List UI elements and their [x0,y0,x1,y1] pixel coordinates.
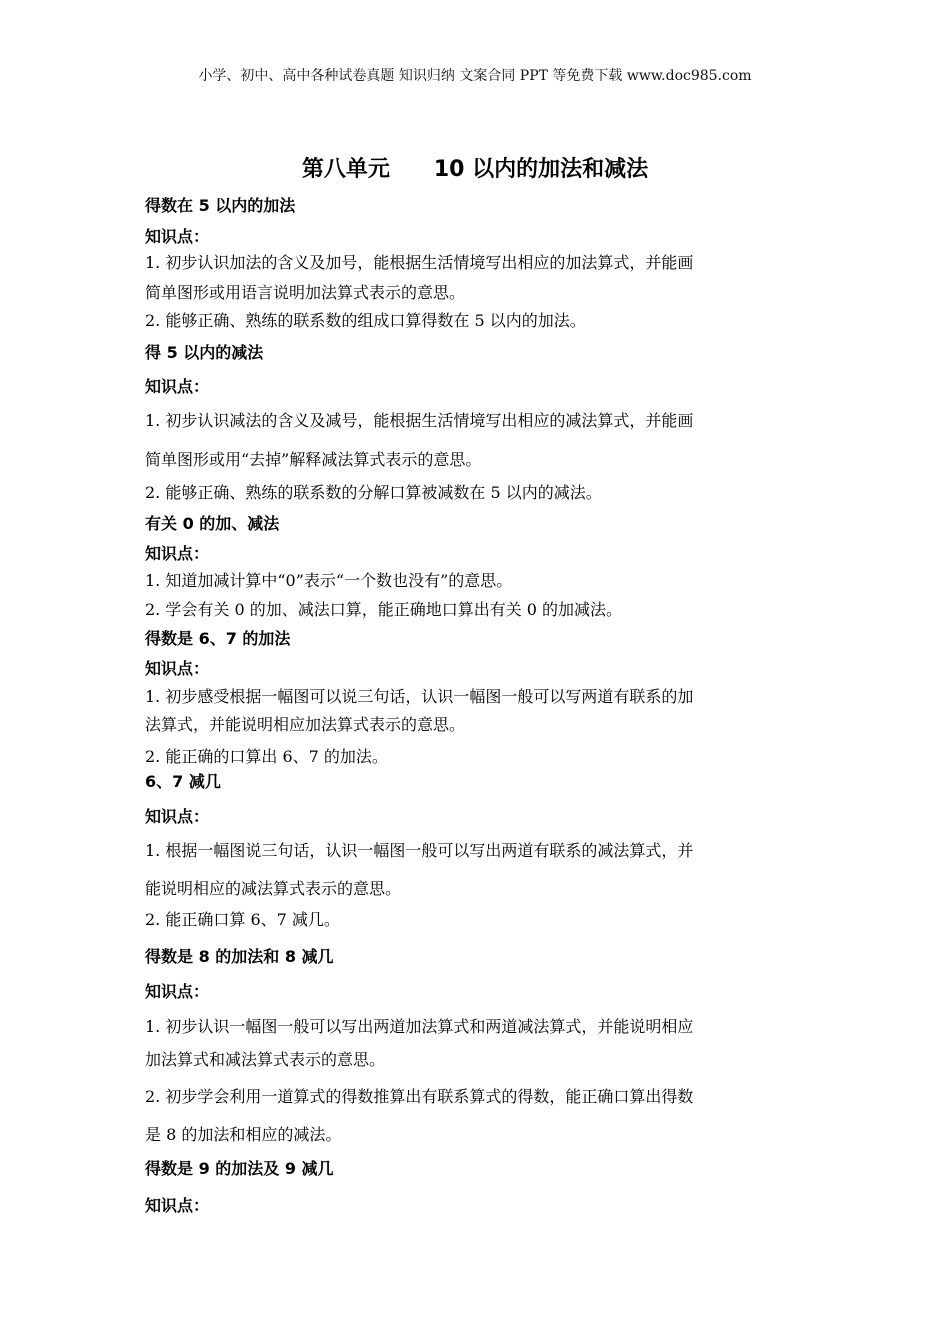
section-heading: 知识点： [145,1196,210,1215]
section-heading: 知识点： [145,544,210,563]
page-title: 第八单元 10 以内的加法和减法 [301,157,649,182]
section-heading: 得数在 5 以内的加法 [145,196,296,215]
paragraph-line: 1. 初步感受根据一幅图可以说三句话，认识一幅图一般可以写两道有联系的加 [145,687,694,706]
section-heading: 知识点： [145,377,210,396]
paragraph-line: 2. 学会有关 0 的加、减法口算，能正确地口算出有关 0 的加减法。 [145,600,623,619]
paragraph-line: 2. 能够正确、熟练的联系数的分解口算被减数在 5 以内的减法。 [145,483,602,502]
section-heading: 知识点： [145,807,210,826]
paragraph-line: 2. 能正确口算 6、7 减几。 [145,910,340,929]
section-heading: 知识点： [145,227,210,246]
paragraph-line: 1. 初步认识减法的含义及减号，能根据生活情境写出相应的减法算式，并能画 [145,411,694,430]
paragraph-line: 加法算式和减法算式表示的意思。 [145,1050,386,1069]
section-heading: 得数是 6、7 的加法 [145,629,291,648]
paragraph-line: 简单图形或用语言说明加法算式表示的意思。 [145,283,466,302]
section-heading: 6、7 减几 [145,772,221,791]
section-heading: 得数是 8 的加法和 8 减几 [145,947,334,966]
page-header: 小学、初中、高中各种试卷真题 知识归纳 文案合同 PPT 等免费下载 www.doc985.com [198,68,752,84]
paragraph-line: 1. 根据一幅图说三句话，认识一幅图一般可以写出两道有联系的减法算式，并 [145,841,694,860]
section-heading: 有关 0 的加、减法 [145,514,280,533]
paragraph-line: 1. 初步认识一幅图一般可以写出两道加法算式和两道减法算式，并能说明相应 [145,1017,694,1036]
paragraph-line: 2. 能正确的口算出 6、7 的加法。 [145,747,388,766]
section-heading: 得 5 以内的减法 [145,343,264,362]
paragraph-line: 1. 初步认识加法的含义及加号，能根据生活情境写出相应的加法算式，并能画 [145,253,694,272]
paragraph-line: 是 8 的加法和相应的减法。 [145,1125,342,1144]
paragraph-line: 2. 初步学会利用一道算式的得数推算出有联系算式的得数，能正确口算出得数 [145,1087,694,1106]
paragraph-line: 能说明相应的减法算式表示的意思。 [145,879,402,898]
section-heading: 知识点： [145,982,210,1001]
paragraph-line: 简单图形或用“去掉”解释减法算式表示的意思。 [145,450,482,469]
section-heading: 知识点： [145,659,210,678]
paragraph-line: 1. 知道加减计算中“0”表示“一个数也没有”的意思。 [145,571,513,590]
paragraph-line: 2. 能够正确、熟练的联系数的组成口算得数在 5 以内的加法。 [145,311,586,330]
section-heading: 得数是 9 的加法及 9 减几 [145,1159,334,1178]
paragraph-line: 法算式，并能说明相应加法算式表示的意思。 [145,715,466,734]
